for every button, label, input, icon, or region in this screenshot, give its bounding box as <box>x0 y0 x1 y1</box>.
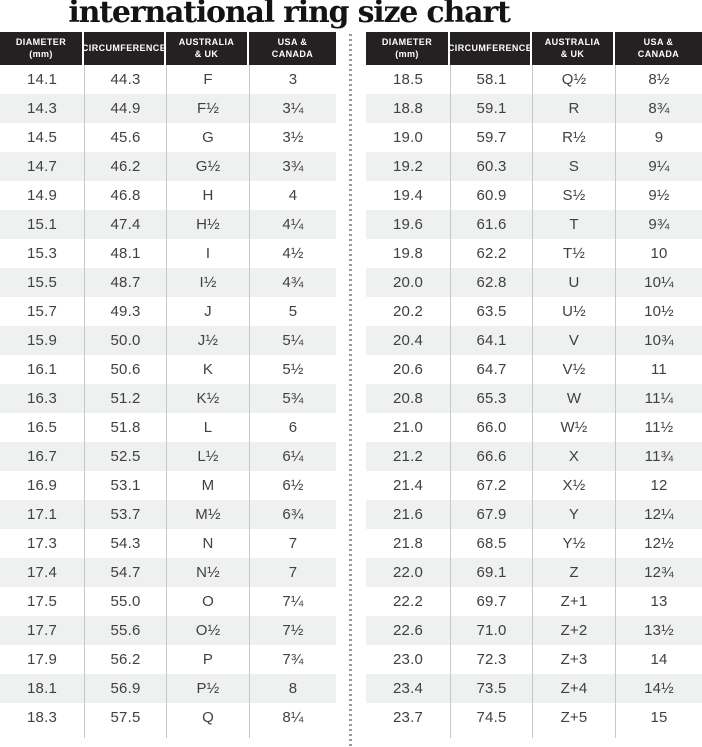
table-cell: 3¼ <box>249 94 336 123</box>
column-header-line: (mm) <box>395 48 419 59</box>
table-row <box>366 413 702 442</box>
separator-extension-cell <box>366 732 450 738</box>
table-cell: Y½ <box>532 529 615 558</box>
table-cell: 54.7 <box>84 558 166 587</box>
table-cell: T½ <box>532 239 615 268</box>
table-cell: 46.8 <box>84 181 166 210</box>
table-cell: T <box>532 210 615 239</box>
column-header <box>0 32 84 65</box>
table-cell: 20.6 <box>393 361 423 378</box>
table-cell: 64.1 <box>450 326 532 355</box>
table-cell: 6 <box>249 413 336 442</box>
table-cell: G½ <box>166 152 249 181</box>
table-row <box>366 616 702 645</box>
separator-extension-cell <box>0 732 84 738</box>
table-cell: L <box>166 413 249 442</box>
table-cell: 6¼ <box>249 442 336 471</box>
dotted-divider <box>336 32 366 738</box>
table-cell: O <box>166 587 249 616</box>
table-cell: 21.2 <box>393 448 423 465</box>
table-cell: 14.9 <box>27 187 57 204</box>
table-cell: K <box>166 355 249 384</box>
table-cell: 14.7 <box>27 158 57 175</box>
table-row <box>0 239 336 268</box>
table-cell: 17.4 <box>27 564 57 581</box>
table-cell: Q <box>166 703 249 732</box>
table-cell: 67.2 <box>450 471 532 500</box>
column-header-line: AUSTRALIA <box>544 36 601 47</box>
table-cell: 14.5 <box>27 129 57 146</box>
table-cell: 4 <box>249 181 336 210</box>
table-cell: 69.1 <box>450 558 532 587</box>
table-cell: 10¾ <box>615 326 702 355</box>
table-cell: 12½ <box>615 529 702 558</box>
table-cell: 47.4 <box>84 210 166 239</box>
table-cell: S <box>532 152 615 181</box>
separator-extension-row <box>0 732 336 738</box>
table-cell: 11¼ <box>615 384 702 413</box>
table-cell: Q½ <box>532 65 615 94</box>
column-header <box>166 32 249 65</box>
table-cell: 63.5 <box>450 297 532 326</box>
table-cell: 5¾ <box>249 384 336 413</box>
table-row <box>0 268 336 297</box>
table-cell: 17.7 <box>27 622 57 639</box>
table-cell: 12¼ <box>615 500 702 529</box>
table-cell: 48.7 <box>84 268 166 297</box>
separator-extension-cell <box>615 732 702 738</box>
table-cell: 11¾ <box>615 442 702 471</box>
table-row <box>0 587 336 616</box>
table-cell: 64.7 <box>450 355 532 384</box>
table-cell: 55.0 <box>84 587 166 616</box>
table-cell: 4½ <box>249 239 336 268</box>
column-header-line: DIAMETER <box>381 36 433 47</box>
table-cell: W½ <box>532 413 615 442</box>
table-row <box>0 355 336 384</box>
table-cell: 3¾ <box>249 152 336 181</box>
table-cell: 23.7 <box>393 709 423 726</box>
table-cell: 21.8 <box>393 535 423 552</box>
table-cell: Z+3 <box>532 645 615 674</box>
table-row <box>366 239 702 268</box>
table-cell: R <box>532 94 615 123</box>
table-cell: 21.0 <box>393 419 423 436</box>
table-body <box>366 65 702 738</box>
table-cell: 8¼ <box>249 703 336 732</box>
table-row <box>366 442 702 471</box>
table-cell: 61.6 <box>450 210 532 239</box>
table-cell: 13½ <box>615 616 702 645</box>
table-cell: 8½ <box>615 65 702 94</box>
table-cell: 58.1 <box>450 65 532 94</box>
table-row <box>366 529 702 558</box>
table-cell: P <box>166 645 249 674</box>
table-cell: 51.2 <box>84 384 166 413</box>
table-cell: 20.8 <box>393 390 423 407</box>
table-cell: 11½ <box>615 413 702 442</box>
table-cell: 51.8 <box>84 413 166 442</box>
table-cell: 55.6 <box>84 616 166 645</box>
table-row <box>0 152 336 181</box>
table-row <box>366 123 702 152</box>
column-header-line: CANADA <box>271 48 314 59</box>
table-cell: 18.1 <box>27 680 57 697</box>
table-cell: I <box>166 239 249 268</box>
table-cell: 60.9 <box>450 181 532 210</box>
table-cell: 18.8 <box>393 100 423 117</box>
table-row <box>0 529 336 558</box>
table-row <box>0 558 336 587</box>
table-cell: N½ <box>166 558 249 587</box>
table-row <box>0 674 336 703</box>
table-cell: 9¾ <box>615 210 702 239</box>
table-cell: 9½ <box>615 181 702 210</box>
table-cell: Z+1 <box>532 587 615 616</box>
table-cell: 6½ <box>249 471 336 500</box>
table-cell: 23.0 <box>393 651 423 668</box>
table-cell: S½ <box>532 181 615 210</box>
table-row <box>366 471 702 500</box>
table-row <box>0 326 336 355</box>
table-cell: 22.0 <box>393 564 423 581</box>
column-header-line: CIRCUMFERENCE <box>447 42 533 53</box>
table-header-row <box>366 32 702 65</box>
table-cell: 62.2 <box>450 239 532 268</box>
table-cell: 74.5 <box>450 703 532 732</box>
table-cell: 17.5 <box>27 593 57 610</box>
table-cell: 56.9 <box>84 674 166 703</box>
table-cell: 14½ <box>615 674 702 703</box>
table-cell: U <box>532 268 615 297</box>
separator-extension-cell <box>84 732 166 738</box>
table-row <box>0 645 336 674</box>
table-cell: V½ <box>532 355 615 384</box>
table-cell: 11 <box>615 355 702 384</box>
table-cell: 15 <box>615 703 702 732</box>
table-cell: 14.1 <box>27 71 57 88</box>
table-cell: J½ <box>166 326 249 355</box>
table-row <box>366 297 702 326</box>
table-cell: U½ <box>532 297 615 326</box>
table-cell: 69.7 <box>450 587 532 616</box>
table-cell: 7¾ <box>249 645 336 674</box>
table-cell: 4¾ <box>249 268 336 297</box>
table-cell: 59.7 <box>450 123 532 152</box>
table-cell: 54.3 <box>84 529 166 558</box>
column-header-line: AUSTRALIA <box>178 36 235 47</box>
column-header-line: & UK <box>560 48 585 59</box>
table-cell: 19.0 <box>393 129 423 146</box>
table-cell: 19.8 <box>393 245 423 262</box>
table-cell: F½ <box>166 94 249 123</box>
table-cell: 14 <box>615 645 702 674</box>
table-cell: 16.9 <box>27 477 57 494</box>
table-cell: 19.6 <box>393 216 423 233</box>
table-cell: 20.4 <box>393 332 423 349</box>
table-cell: 15.3 <box>27 245 57 262</box>
table-cell: M <box>166 471 249 500</box>
table-cell: 17.9 <box>27 651 57 668</box>
table-row <box>0 297 336 326</box>
table-cell: 16.3 <box>27 390 57 407</box>
table-row <box>0 65 336 94</box>
table-cell: 20.2 <box>393 303 423 320</box>
table-cell: W <box>532 384 615 413</box>
table-cell: 13 <box>615 587 702 616</box>
table-row <box>366 558 702 587</box>
table-cell: 56.2 <box>84 645 166 674</box>
table-cell: 49.3 <box>84 297 166 326</box>
table-cell: M½ <box>166 500 249 529</box>
table-cell: 7¼ <box>249 587 336 616</box>
table-cell: 52.5 <box>84 442 166 471</box>
table-cell: 4¼ <box>249 210 336 239</box>
table-cell: 15.5 <box>27 274 57 291</box>
table-cell: 8¾ <box>615 94 702 123</box>
table-row <box>366 587 702 616</box>
column-header <box>447 32 533 65</box>
table-cell: X½ <box>532 471 615 500</box>
table-cell: 73.5 <box>450 674 532 703</box>
table-cell: 8 <box>249 674 336 703</box>
table-cell: Z <box>532 558 615 587</box>
table-row <box>366 268 702 297</box>
table-row <box>366 674 702 703</box>
table-cell: 19.4 <box>393 187 423 204</box>
table-cell: 3½ <box>249 123 336 152</box>
separator-extension-cell <box>166 732 249 738</box>
table-cell: 60.3 <box>450 152 532 181</box>
table-cell: 12¾ <box>615 558 702 587</box>
table-cell: J <box>166 297 249 326</box>
table-cell: 59.1 <box>450 94 532 123</box>
table-cell: 50.6 <box>84 355 166 384</box>
column-header-line: & UK <box>194 48 219 59</box>
table-row <box>366 181 702 210</box>
table-cell: I½ <box>166 268 249 297</box>
table-cell: 53.1 <box>84 471 166 500</box>
table-cell: 17.1 <box>27 506 57 523</box>
table-row <box>0 210 336 239</box>
table-row <box>366 645 702 674</box>
table-cell: X <box>532 442 615 471</box>
table-cell: 7½ <box>249 616 336 645</box>
table-cell: 14.3 <box>27 100 57 117</box>
table-cell: 22.2 <box>393 593 423 610</box>
table-cell: 44.3 <box>84 65 166 94</box>
table-cell: 10¼ <box>615 268 702 297</box>
table-cell: 21.6 <box>393 506 423 523</box>
table-cell: 18.5 <box>393 71 423 88</box>
table-cell: 7 <box>249 529 336 558</box>
table-cell: 20.0 <box>393 274 423 291</box>
column-header <box>81 32 167 65</box>
table-cell: 6¾ <box>249 500 336 529</box>
table-cell: Z+5 <box>532 703 615 732</box>
table-cell: 16.7 <box>27 448 57 465</box>
table-row <box>366 355 702 384</box>
table-cell: 12 <box>615 471 702 500</box>
table-row <box>0 442 336 471</box>
table-row <box>0 500 336 529</box>
table-cell: 17.3 <box>27 535 57 552</box>
table-cell: 7 <box>249 558 336 587</box>
column-header-line: CIRCUMFERENCE <box>81 42 167 53</box>
table-cell: 18.3 <box>27 709 57 726</box>
table-cell: 10½ <box>615 297 702 326</box>
table-cell: K½ <box>166 384 249 413</box>
table-cell: 22.6 <box>393 622 423 639</box>
table-row <box>366 500 702 529</box>
table-row <box>0 471 336 500</box>
table-row <box>366 210 702 239</box>
column-header-line: (mm) <box>29 48 53 59</box>
table-cell: F <box>166 65 249 94</box>
table-row <box>0 181 336 210</box>
table-cell: 68.5 <box>450 529 532 558</box>
table-cell: P½ <box>166 674 249 703</box>
column-header <box>249 32 336 65</box>
table-header-row <box>0 32 336 65</box>
table-cell: 21.4 <box>393 477 423 494</box>
table-cell: 10 <box>615 239 702 268</box>
column-header-line: USA & <box>643 36 674 47</box>
separator-extension-cell <box>532 732 615 738</box>
column-header-line: USA & <box>277 36 308 47</box>
table-cell: Y <box>532 500 615 529</box>
table-cell: Z+2 <box>532 616 615 645</box>
table-row <box>0 413 336 442</box>
table-cell: 9¼ <box>615 152 702 181</box>
column-header-line: CANADA <box>637 48 680 59</box>
table-cell: 53.7 <box>84 500 166 529</box>
table-cell: O½ <box>166 616 249 645</box>
table-cell: 5 <box>249 297 336 326</box>
table-cell: 16.1 <box>27 361 57 378</box>
table-cell: 3 <box>249 65 336 94</box>
separator-extension-cell <box>450 732 532 738</box>
table-cell: 9 <box>615 123 702 152</box>
table-cell: 67.9 <box>450 500 532 529</box>
table-cell: H <box>166 181 249 210</box>
table-cell: 57.5 <box>84 703 166 732</box>
table-row <box>366 326 702 355</box>
table-cell: 5½ <box>249 355 336 384</box>
table-cell: 66.6 <box>450 442 532 471</box>
table-cell: 44.9 <box>84 94 166 123</box>
column-header <box>366 32 450 65</box>
ring-size-table-left <box>0 32 336 738</box>
table-cell: 48.1 <box>84 239 166 268</box>
table-cell: 15.7 <box>27 303 57 320</box>
table-row <box>0 123 336 152</box>
table-cell: Z+4 <box>532 674 615 703</box>
table-row <box>366 703 702 732</box>
table-cell: 50.0 <box>84 326 166 355</box>
table-row <box>0 703 336 732</box>
table-cell: N <box>166 529 249 558</box>
table-cell: 5¼ <box>249 326 336 355</box>
table-cell: 15.9 <box>27 332 57 349</box>
table-cell: L½ <box>166 442 249 471</box>
ring-size-table-right <box>366 32 702 738</box>
table-row <box>366 384 702 413</box>
table-cell: 23.4 <box>393 680 423 697</box>
table-row <box>366 65 702 94</box>
table-cell: 46.2 <box>84 152 166 181</box>
table-cell: 65.3 <box>450 384 532 413</box>
table-cell: 16.5 <box>27 419 57 436</box>
table-cell: 71.0 <box>450 616 532 645</box>
table-cell: 19.2 <box>393 158 423 175</box>
table-body <box>0 65 336 738</box>
table-row <box>0 384 336 413</box>
table-cell: V <box>532 326 615 355</box>
table-cell: R½ <box>532 123 615 152</box>
page-title: international ring size chart <box>68 0 510 30</box>
table-row <box>366 152 702 181</box>
separator-extension-row <box>366 732 702 738</box>
table-cell: 66.0 <box>450 413 532 442</box>
table-row <box>0 616 336 645</box>
column-header-line: DIAMETER <box>15 36 67 47</box>
table-cell: 62.8 <box>450 268 532 297</box>
separator-extension-cell <box>249 732 336 738</box>
table-row <box>0 94 336 123</box>
column-header <box>615 32 702 65</box>
table-cell: 45.6 <box>84 123 166 152</box>
table-cell: H½ <box>166 210 249 239</box>
column-header <box>532 32 615 65</box>
table-row <box>366 94 702 123</box>
table-cell: 72.3 <box>450 645 532 674</box>
table-cell: G <box>166 123 249 152</box>
tables-container <box>0 32 702 738</box>
table-cell: 15.1 <box>27 216 57 233</box>
